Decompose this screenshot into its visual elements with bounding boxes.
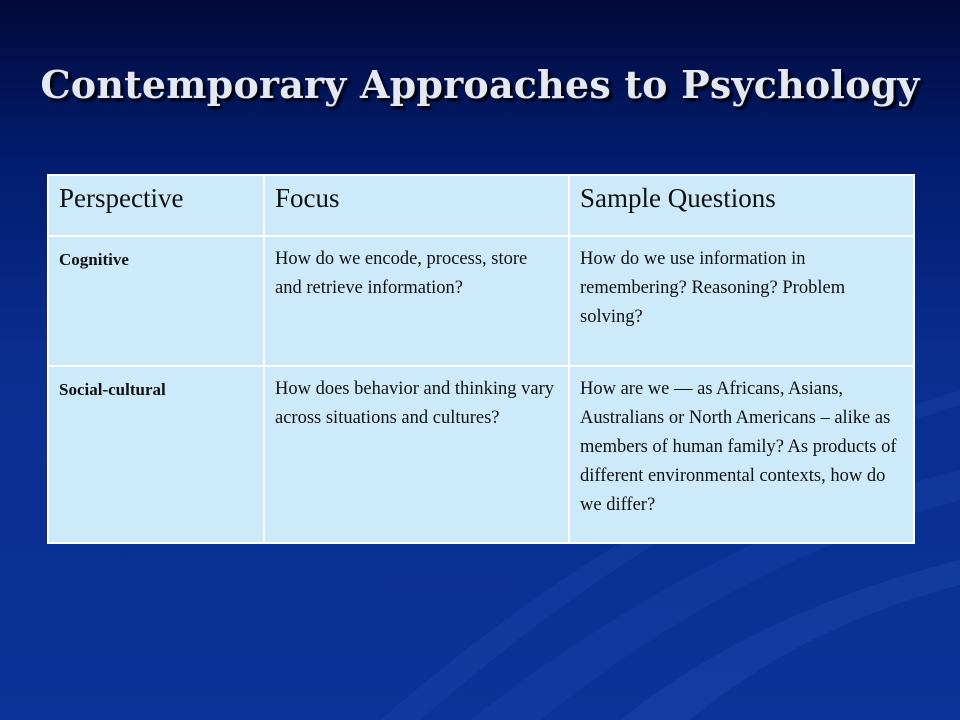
header-sample-questions: Sample Questions bbox=[569, 175, 914, 236]
table-row bbox=[48, 366, 914, 543]
focus-cell: How do we encode, process, store and retrieve information? bbox=[264, 236, 569, 366]
table-row bbox=[48, 236, 914, 366]
table-header-row bbox=[48, 175, 914, 236]
perspective-cell: Cognitive bbox=[48, 236, 264, 366]
perspective-cell: Social-cultural bbox=[48, 366, 264, 543]
approaches-table bbox=[47, 174, 915, 544]
header-focus: Focus bbox=[264, 175, 569, 236]
questions-cell: How are we — as Africans, Asians, Australians or North Americans – alike as members of human family? As products of different environmental contexts, how do we differ? bbox=[569, 366, 914, 543]
questions-cell: How do we use information in remembering? Reasoning? Problem solving? bbox=[569, 236, 914, 366]
header-perspective: Perspective bbox=[48, 175, 264, 236]
slide-title: Contemporary Approaches to Psychology bbox=[40, 62, 920, 107]
focus-cell: How does behavior and thinking vary across situations and cultures? bbox=[264, 366, 569, 543]
